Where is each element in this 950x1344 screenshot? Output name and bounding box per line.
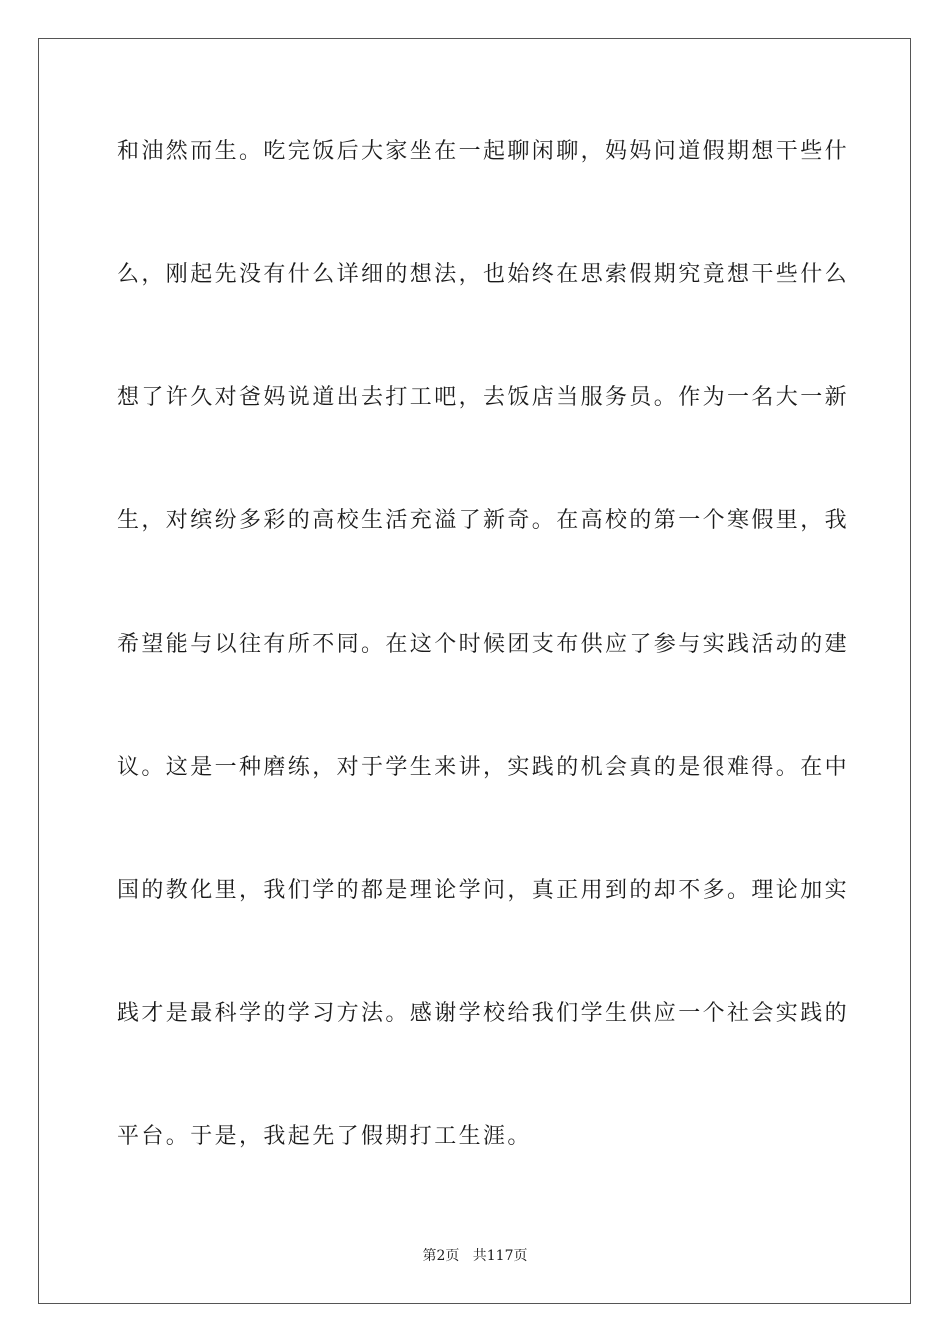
page-footer: [0, 1246, 950, 1266]
body-text-line: 和油然而生。吃完饭后大家坐在一起聊闲聊，妈妈问道假期想干些什: [117, 139, 850, 164]
total-pages: 共117页: [472, 1248, 528, 1264]
body-text-line: 平台。于是，我起先了假期打工生涯。: [117, 1124, 532, 1149]
body-text-line: 希望能与以往有所不同。在这个时候团支布供应了参与实践活动的建: [117, 632, 850, 657]
body-text-line: 么，刚起先没有什么详细的想法，也始终在思索假期究竟想干些什么: [117, 262, 850, 287]
body-text-line: 国的教化里，我们学的都是理论学问，真正用到的却不多。理论加实: [117, 878, 850, 903]
body-text-line: 践才是最科学的学习方法。感谢学校给我们学生供应一个社会实践的: [117, 1001, 850, 1026]
body-text-line: 想了许久对爸妈说道出去打工吧，去饭店当服务员。作为一名大一新: [117, 385, 850, 410]
body-text-line: 生，对缤纷多彩的高校生活充溢了新奇。在高校的第一个寒假里，我: [117, 508, 850, 533]
body-text-line: 议。这是一种磨练，对于学生来讲，实践的机会真的是很难得。在中: [117, 755, 850, 780]
page-border: [38, 38, 911, 1304]
page-number: 第2页: [422, 1248, 460, 1264]
